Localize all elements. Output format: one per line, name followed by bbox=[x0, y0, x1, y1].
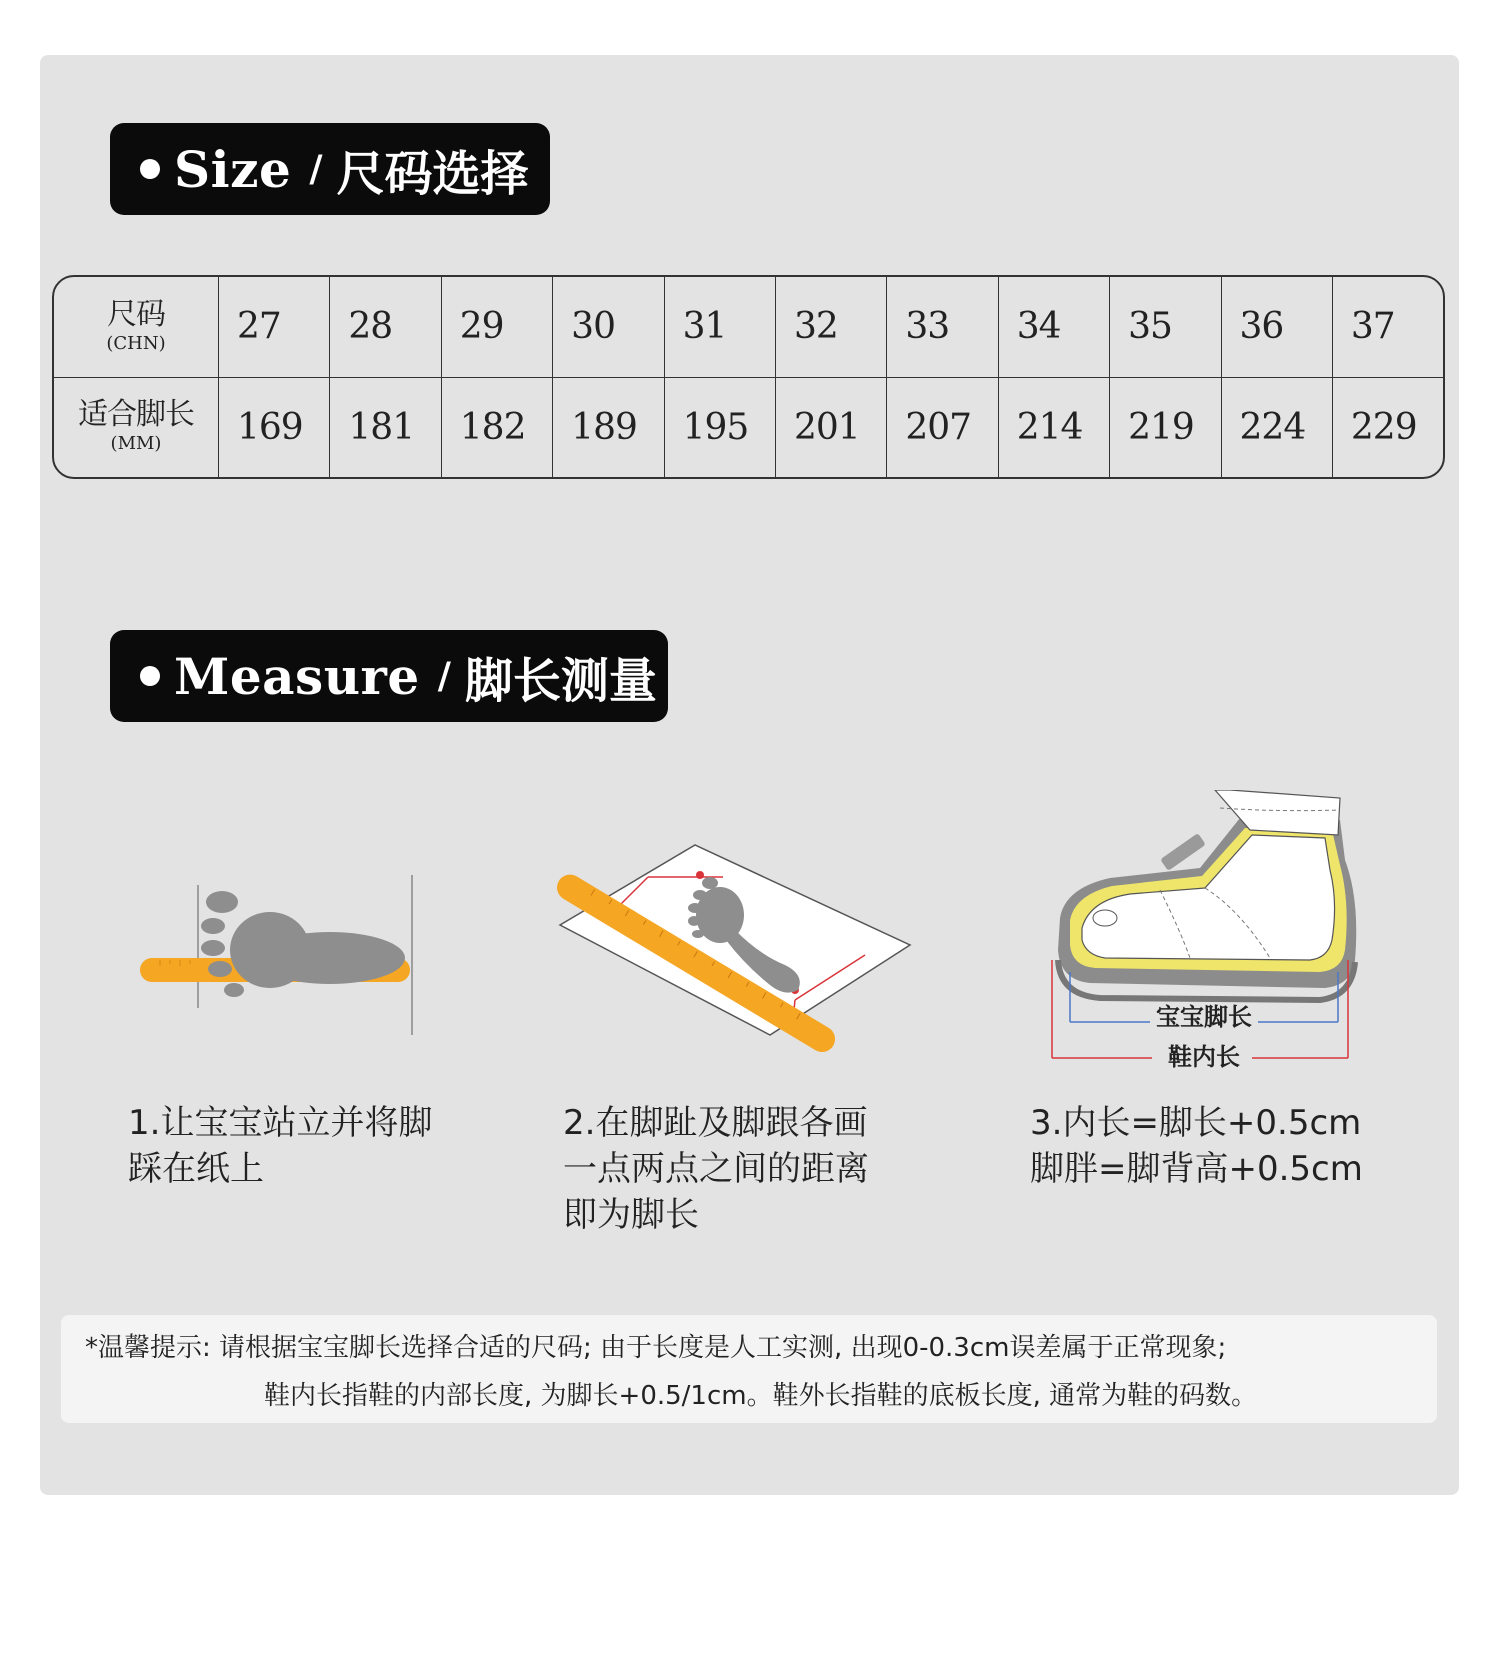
caption-line: 踩在纸上 bbox=[128, 1149, 264, 1189]
foot-length-label: 宝宝脚长 bbox=[1156, 1003, 1252, 1031]
foot-length-row-label: 适合脚长 bbox=[78, 397, 194, 433]
caption-line: 2.在脚趾及脚跟各画 bbox=[563, 1103, 868, 1143]
size-row-header bbox=[54, 277, 219, 378]
size-cell: 29 bbox=[442, 277, 553, 378]
foot-length-row-header bbox=[54, 378, 219, 477]
size-row-label: 尺码 bbox=[107, 296, 165, 332]
shoe-diagram bbox=[1040, 790, 1360, 1075]
foot-length-cell: 229 bbox=[1350, 406, 1417, 448]
size-cell: 35 bbox=[1110, 277, 1221, 378]
paper-ruler-illustration bbox=[530, 835, 920, 1055]
bullet-icon bbox=[140, 159, 160, 179]
foot-length-row-unit: (MM) bbox=[110, 433, 162, 455]
bullet-icon bbox=[140, 666, 160, 686]
tips-notice bbox=[61, 1315, 1437, 1423]
size-cell: 27 bbox=[219, 277, 330, 378]
size-cell: 37 bbox=[1333, 277, 1443, 378]
foot-length-cell: 207 bbox=[887, 378, 998, 477]
size-section-header bbox=[110, 123, 550, 215]
foot-length-cell: 189 bbox=[553, 378, 664, 477]
caption-line: 1.让宝宝站立并将脚 bbox=[128, 1103, 433, 1143]
size-cell: 28 bbox=[330, 277, 441, 378]
foot-length-cell: 219 bbox=[1110, 378, 1221, 477]
step-3-caption bbox=[1030, 1100, 1410, 1192]
size-title-en: Size bbox=[174, 139, 292, 199]
size-cell: 31 bbox=[665, 277, 776, 378]
foot-length-cell: 201 bbox=[776, 378, 887, 477]
inner-length-label: 鞋内长 bbox=[1168, 1043, 1240, 1071]
size-cell: 33 bbox=[887, 277, 998, 378]
step-2-caption bbox=[563, 1100, 913, 1238]
caption-line: 即为脚长 bbox=[563, 1195, 699, 1235]
size-title-cn: 尺码选择 bbox=[336, 145, 529, 202]
size-cell: 32 bbox=[776, 277, 887, 378]
measure-title-cn: 脚长测量 bbox=[464, 652, 657, 709]
foot-length-cell: 169 bbox=[219, 378, 330, 477]
step-1-caption bbox=[128, 1100, 478, 1192]
foot-length-cell: 181 bbox=[330, 378, 441, 477]
measure-section-header bbox=[110, 630, 668, 722]
title-separator: / bbox=[309, 148, 323, 190]
size-chart-table bbox=[52, 275, 1445, 479]
foot-length-cell: 224 bbox=[1222, 378, 1333, 477]
measure-title-en: Measure bbox=[174, 646, 420, 706]
title-separator: / bbox=[437, 655, 451, 697]
foot-on-ruler-illustration bbox=[130, 870, 430, 1040]
foot-length-cell: 182 bbox=[442, 378, 553, 477]
size-cell: 30 bbox=[553, 277, 664, 378]
foot-length-cell: 214 bbox=[999, 378, 1110, 477]
size-cell: 34 bbox=[999, 277, 1110, 378]
size-row-unit: (CHN) bbox=[106, 332, 166, 354]
caption-line: 3.内长=脚长+0.5cm bbox=[1030, 1103, 1362, 1143]
foot-length-cell: 195 bbox=[665, 378, 776, 477]
foot-length-row bbox=[54, 378, 1443, 477]
caption-line: 脚胖=脚背高+0.5cm bbox=[1030, 1149, 1363, 1189]
notice-line-1: *温馨提示: 请根据宝宝脚长选择合适的尺码; 由于长度是人工实测, 出现0-0.3cm误差属于正常现象; bbox=[85, 1333, 1227, 1363]
size-row bbox=[54, 277, 1443, 378]
notice-line-2: 鞋内长指鞋的内部长度, 为脚长+0.5/1cm。鞋外长指鞋的底板长度, 通常为鞋的码数。 bbox=[264, 1381, 1258, 1411]
content-panel bbox=[40, 55, 1459, 1495]
caption-line: 一点两点之间的距离 bbox=[563, 1149, 869, 1189]
size-cell: 36 bbox=[1222, 277, 1333, 378]
